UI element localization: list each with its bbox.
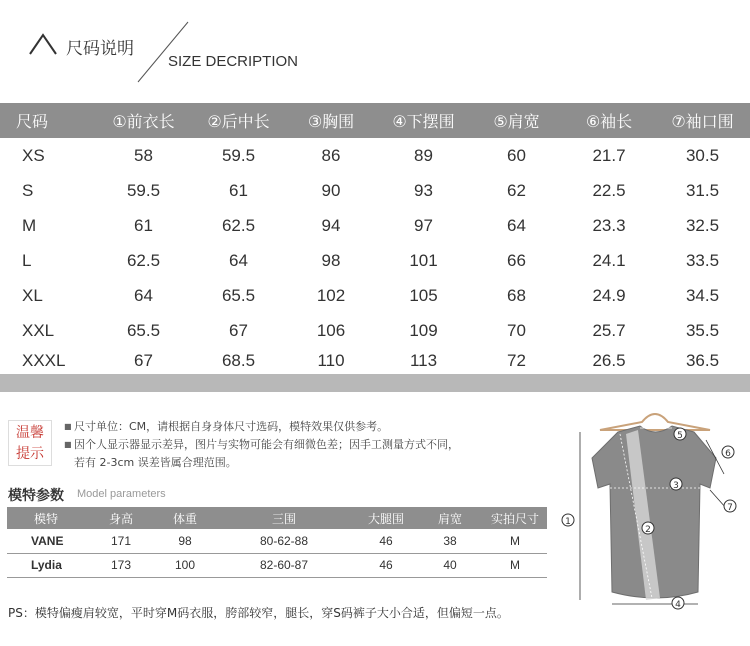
tips-text — [64, 418, 554, 472]
divider-slash — [130, 20, 190, 84]
bullet-icon: ■ — [64, 440, 72, 449]
table-cell: 33.5 — [685, 250, 720, 270]
tips-badge-line: 提示 — [16, 446, 44, 462]
bullet-icon: ■ — [64, 422, 72, 431]
table-cell: 110 — [285, 348, 377, 383]
table-row — [7, 529, 547, 553]
table-cell: 70 — [507, 320, 526, 340]
table-cell: 61 — [134, 215, 153, 235]
table-cell: 90 — [321, 180, 341, 200]
table-cell: 102 — [316, 285, 346, 305]
table-cell: 59.5 — [221, 145, 256, 165]
table-row — [7, 553, 547, 577]
table-cell: 97 — [414, 215, 433, 235]
column-header: 肩宽 — [417, 507, 483, 529]
table-cell: 173 — [85, 553, 157, 577]
table-cell: 34.5 — [685, 285, 720, 305]
tip-text: 因个人显示器显示差异，图片与实物可能会有细微色差；因手工测量方式不同， — [74, 438, 459, 451]
table-cell: 72 — [470, 348, 563, 383]
table-cell: 67 — [229, 320, 248, 340]
table-cell: 94 — [321, 215, 341, 235]
tips-badge — [8, 420, 52, 466]
column-header: ⑤肩宽 — [470, 103, 563, 138]
table-cell: 26.5 — [563, 348, 655, 383]
table-cell: 82-60-87 — [213, 553, 355, 577]
table-cell: 30.5 — [685, 145, 720, 165]
table-cell: 65.5 — [221, 285, 256, 305]
column-header: ③胸围 — [285, 103, 377, 138]
column-header: 身高 — [85, 507, 157, 529]
table-cell: 25.7 — [592, 320, 626, 340]
table-cell: 24.9 — [592, 285, 626, 305]
size-label: M — [22, 215, 37, 235]
measure-marker-1 — [562, 514, 574, 527]
measure-marker-6 — [722, 446, 734, 459]
svg-text:6: 6 — [725, 449, 731, 459]
table-row — [0, 348, 750, 383]
svg-text:4: 4 — [675, 600, 681, 610]
table-cell: 46 — [355, 529, 417, 553]
table-cell: M — [483, 529, 547, 553]
table-cell: 93 — [414, 180, 433, 200]
column-header: 体重 — [157, 507, 213, 529]
page-header — [0, 0, 750, 100]
model-title: 模特参数 — [8, 488, 64, 504]
table-cell: 86 — [321, 145, 341, 165]
table-cell: 62.5 — [126, 250, 161, 270]
size-label: XXXL — [0, 348, 95, 383]
table-cell: 64 — [229, 250, 248, 270]
table-cell: 22.5 — [592, 180, 626, 200]
table-cell: 38 — [417, 529, 483, 553]
table-cell: 98 — [157, 529, 213, 553]
table-row — [0, 173, 750, 208]
table-cell: 60 — [507, 145, 526, 165]
table-cell: 36.5 — [655, 348, 750, 383]
svg-text:5: 5 — [677, 431, 683, 441]
table-row — [0, 208, 750, 243]
column-header: ②后中长 — [192, 103, 285, 138]
model-name: Lydia — [7, 553, 85, 577]
table-cell: 23.3 — [592, 215, 626, 235]
table-header-row — [0, 103, 750, 138]
table-cell: 67 — [95, 348, 192, 383]
table-cell: 100 — [157, 553, 213, 577]
table-row — [0, 243, 750, 278]
table-cell: 62.5 — [221, 215, 256, 235]
table-row — [0, 313, 750, 348]
table-cell: 89 — [414, 145, 433, 165]
measure-marker-4 — [672, 597, 684, 610]
model-header-row — [7, 507, 547, 529]
size-table — [0, 103, 750, 392]
table-cell: 40 — [417, 553, 483, 577]
column-header: ⑥袖长 — [563, 103, 655, 138]
table-cell: 58 — [134, 145, 153, 165]
tips-badge-line: 温馨 — [16, 425, 44, 441]
table-cell: 64 — [134, 285, 153, 305]
svg-text:3: 3 — [673, 481, 679, 491]
svg-text:7: 7 — [727, 503, 733, 513]
column-header: 实拍尺寸 — [483, 507, 547, 529]
table-cell: 66 — [507, 250, 526, 270]
measure-marker-7 — [724, 500, 736, 513]
svg-text:2: 2 — [645, 525, 651, 535]
svg-text:1: 1 — [565, 517, 571, 527]
tip-item — [64, 436, 554, 454]
column-header: ①前衣长 — [95, 103, 192, 138]
size-label: XS — [22, 145, 45, 165]
table-cell: 59.5 — [126, 180, 161, 200]
table-cell: M — [483, 553, 547, 577]
column-header: ⑦袖口围 — [655, 103, 750, 138]
tip-text: 若有 2-3cm 误差皆属合理范围。 — [74, 456, 237, 469]
tip-text: 尺寸单位：CM，请根据自身身体尺寸选码，模特效果仅供参考。 — [74, 420, 389, 433]
table-cell: 24.1 — [592, 250, 626, 270]
table-cell: 32.5 — [685, 215, 720, 235]
size-label: XL — [22, 285, 43, 305]
caret-icon — [28, 32, 58, 56]
table-cell: 21.7 — [592, 145, 626, 165]
column-header: 尺码 — [0, 103, 95, 138]
model-name: VANE — [7, 529, 85, 553]
table-cell: 109 — [409, 320, 438, 340]
size-label: L — [22, 250, 32, 270]
section-title: 尺码说明 — [66, 39, 134, 59]
column-header: 模特 — [7, 507, 85, 529]
tshirt-diagram — [560, 400, 750, 620]
table-cell: 113 — [377, 348, 470, 383]
table-cell: 98 — [321, 250, 341, 270]
column-header: 三围 — [213, 507, 355, 529]
size-label: S — [22, 180, 34, 200]
column-header: ④下摆围 — [377, 103, 470, 138]
column-header: 大腿围 — [355, 507, 417, 529]
table-cell: 64 — [507, 215, 526, 235]
table-cell: 68 — [507, 285, 526, 305]
table-cell: 101 — [409, 250, 438, 270]
table-cell: 61 — [229, 180, 248, 200]
section-subtitle: SIZE DECRIPTION — [168, 53, 299, 70]
table-cell: 68.5 — [192, 348, 285, 383]
table-cell: 171 — [85, 529, 157, 553]
table-cell: 80-62-88 — [213, 529, 355, 553]
model-subtitle: Model parameters — [77, 488, 166, 500]
tip-item — [64, 418, 554, 436]
table-cell: 35.5 — [685, 320, 720, 340]
table-cell: 62 — [507, 180, 526, 200]
table-cell: 106 — [316, 320, 346, 340]
table-cell: 105 — [409, 285, 438, 305]
table-cell: 31.5 — [685, 180, 720, 200]
table-row — [0, 138, 750, 173]
size-label: XXL — [22, 320, 55, 340]
table-cell: 46 — [355, 553, 417, 577]
table-cell: 65.5 — [126, 320, 161, 340]
table-row — [0, 278, 750, 313]
model-table — [7, 507, 547, 578]
ps-note: PS：模特偏瘦肩较宽，平时穿M码衣服，胯部较窄，腿长，穿S码裤子大小合适，但偏短一点。 — [8, 606, 509, 620]
